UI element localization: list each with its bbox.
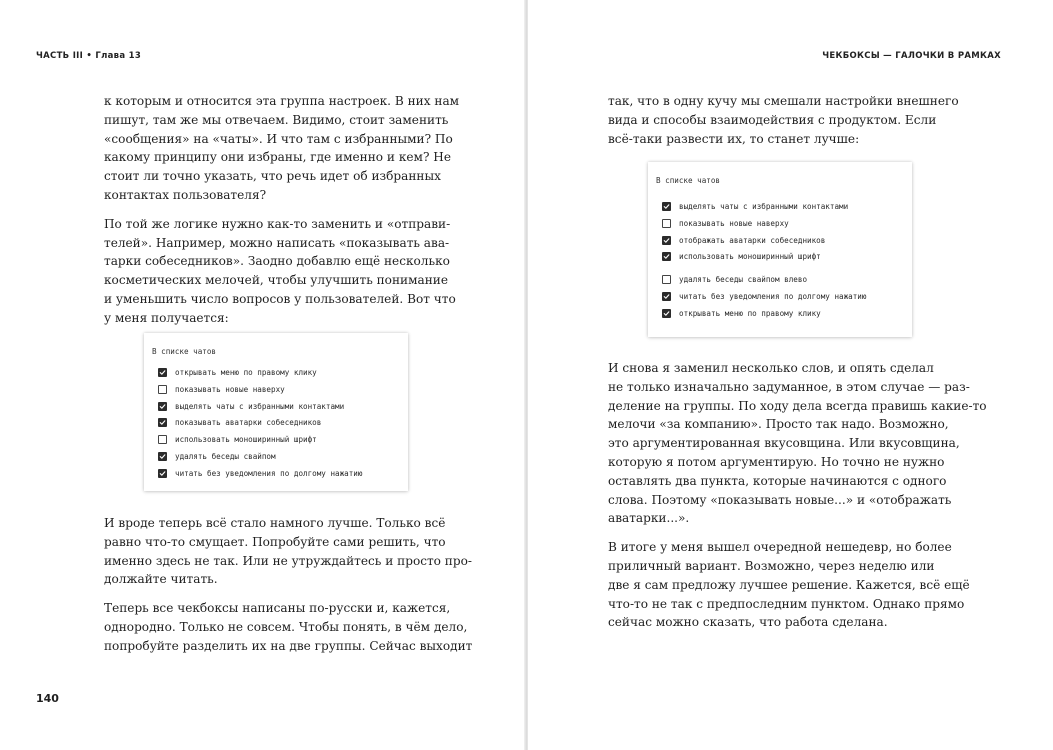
- text-line: попробуйте разделить их на две группы. Сейчас выходит: [104, 638, 473, 653]
- text-line: косметических мелочей, чтобы улучшить понимание: [104, 273, 448, 288]
- text-line: В итоге у меня вышел очередной нешедевр, но более: [608, 540, 952, 555]
- text-line: какому принципу они избраны, где именно и кем? Не: [104, 150, 451, 165]
- checkbox-label: отображать аватарки собеседников: [679, 235, 826, 245]
- text-line: равно что-то смущает. Попробуйте сами решить, что: [104, 534, 446, 549]
- checkbox-checked-icon: [158, 368, 167, 377]
- checkbox-row: [158, 435, 317, 444]
- checkbox-label: открывать меню по правому клику: [679, 308, 821, 318]
- text-line: у меня получается:: [104, 310, 229, 325]
- checkbox-label: использовать моноширинный шрифт: [679, 252, 821, 262]
- text-line: стоит ли точно указать, что речь идет об избранных: [104, 169, 441, 184]
- left-paragraph-4: [104, 599, 473, 655]
- checkbox-row: [662, 252, 821, 261]
- checkbox-row: [662, 202, 848, 211]
- right-text-bottom: [608, 359, 987, 642]
- text-line: должайте читать.: [104, 572, 218, 587]
- text-line: деление на группы. По ходу дела всегда правишь какие-то: [608, 398, 987, 413]
- left-text-top: [104, 92, 460, 338]
- checkbox-unchecked-icon: [662, 219, 671, 228]
- text-line: сейчас можно сказать, что работа сделана.: [608, 615, 888, 630]
- left-paragraph-2: [104, 215, 456, 328]
- right-paragraph-1: [608, 92, 959, 148]
- checkbox-row: [158, 385, 285, 394]
- right-paragraph-3: [608, 538, 970, 632]
- checkbox-unchecked-icon: [158, 435, 167, 444]
- checkbox-label: читать без уведомления по долгому нажатию: [679, 291, 867, 301]
- checkbox-row: [158, 368, 317, 377]
- checkbox-unchecked-icon: [662, 275, 671, 284]
- text-line: так, что в одну кучу мы смешали настройки внешнего: [608, 94, 959, 108]
- text-line: оставлять два пункта, которые начинаются с одного: [608, 473, 947, 488]
- checkbox-label: показывать аватарки собеседников: [175, 418, 322, 428]
- text-line: слова. Поэтому «показывать новые...» и «отображать: [608, 492, 952, 507]
- text-line: которую я потом аргументирую. Но точно не нужно: [608, 454, 945, 469]
- text-line: И вроде теперь всё стало намного лучше. Только всё: [104, 516, 446, 530]
- left-text-bottom: [104, 514, 473, 666]
- checkbox-label: выделять чаты с избранными контактами: [679, 202, 849, 211]
- text-line: мелочи «за компанию». Просто так надо. Возможно,: [608, 417, 949, 432]
- page-number: 140: [36, 692, 59, 705]
- checkbox-row: [662, 292, 866, 301]
- checkbox-checked-icon: [662, 252, 671, 261]
- text-line: к которым и относится эта группа настроек. В них нам: [104, 94, 460, 108]
- left-paragraph-3: [104, 514, 472, 589]
- left-running-head: ЧАСТЬ III • Глава 13: [36, 51, 142, 61]
- text-line: не только изначально задуманное, в этом случае — раз-: [608, 379, 970, 394]
- text-line: По той же логике нужно как-то заменить и «отправи-: [104, 216, 451, 231]
- text-line: И снова я заменил несколько слов, и опять сделал: [608, 361, 934, 375]
- text-line: «сообщения» на «чаты». И что там с избранными? По: [104, 131, 453, 146]
- checkbox-checked-icon: [662, 202, 671, 211]
- checkbox-label: удалять беседы свайпом влево: [679, 275, 808, 284]
- checkbox-checked-icon: [158, 402, 167, 411]
- text-line: приличный вариант. Возможно, через неделю или: [608, 558, 935, 573]
- checkbox-checked-icon: [158, 469, 167, 478]
- checkbox-label: открывать меню по правому клику: [175, 368, 317, 377]
- checkbox-label: читать без уведомления по долгому нажатию: [175, 468, 363, 478]
- checkbox-label: показывать новые наверху: [679, 218, 789, 228]
- checkbox-row: [158, 452, 276, 461]
- checkbox-panel-example-1: [144, 333, 408, 491]
- right-text-top: [608, 92, 959, 158]
- text-line: однородно. Только не совсем. Чтобы понять, в чём дело,: [104, 619, 468, 634]
- text-line: именно здесь не так. Или не утруждайтесь и просто про-: [104, 553, 472, 568]
- text-line: телей». Например, можно написать «показывать ава-: [104, 235, 450, 250]
- left-page: [0, 0, 526, 750]
- right-page: [528, 0, 1053, 750]
- text-line: контактах пользователя?: [104, 187, 267, 202]
- text-line: это аргументированная вкусовщина. Или вкусовщина,: [608, 436, 960, 451]
- right-paragraph-2: [608, 359, 987, 528]
- checkbox-row: [158, 469, 362, 478]
- checkbox-label: показывать новые наверху: [175, 384, 285, 394]
- checkbox-label: удалять беседы свайпом: [175, 452, 276, 461]
- text-line: тарки собеседников». Заодно добавлю ещё несколько: [104, 254, 450, 269]
- text-line: аватарки...».: [608, 511, 690, 526]
- checkbox-row: [662, 236, 825, 245]
- checkbox-row: [158, 402, 344, 411]
- panel-title: В списке чатов: [656, 176, 721, 185]
- text-line: что-то не так с предпоследним пунктом. Однако прямо: [608, 596, 965, 611]
- checkbox-label: использовать моноширинный шрифт: [175, 435, 317, 445]
- checkbox-panel-example-2: [648, 162, 912, 337]
- checkbox-checked-icon: [158, 418, 167, 427]
- checkbox-row: [158, 418, 321, 427]
- text-line: и уменьшить число вопросов у пользователей. Вот что: [104, 291, 456, 306]
- text-line: Теперь все чекбоксы написаны по-русски и, кажется,: [104, 601, 451, 616]
- text-line: всё-таки развести их, то станет лучше:: [608, 131, 860, 146]
- text-line: вида и способы взаимодействия с продуктом. Если: [608, 112, 937, 127]
- checkbox-label: выделять чаты с избранными контактами: [175, 401, 345, 411]
- checkbox-row: [662, 275, 807, 284]
- checkbox-checked-icon: [662, 236, 671, 245]
- text-line: пишут, там же мы отвечаем. Видимо, стоит заменить: [104, 112, 449, 127]
- checkbox-checked-icon: [158, 452, 167, 461]
- checkbox-row: [662, 309, 821, 318]
- checkbox-unchecked-icon: [158, 385, 167, 394]
- checkbox-checked-icon: [662, 292, 671, 301]
- checkbox-row: [662, 219, 789, 228]
- checkbox-checked-icon: [662, 309, 671, 318]
- right-running-head: ЧЕКБОКСЫ — ГАЛОЧКИ В РАМКАХ: [822, 51, 1001, 61]
- left-paragraph-1: [104, 92, 460, 205]
- panel-title: В списке чатов: [152, 347, 217, 356]
- text-line: две я сам предложу лучшее решение. Кажется, всё ещё: [608, 577, 970, 592]
